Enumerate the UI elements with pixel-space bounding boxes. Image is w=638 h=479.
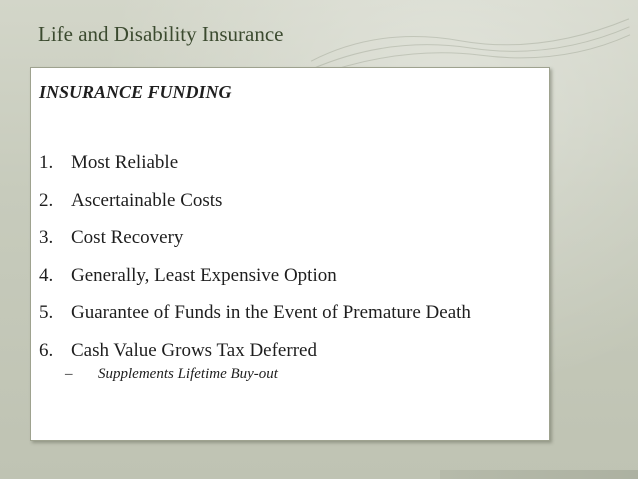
- list-item-text: Generally, Least Expensive Option: [71, 264, 337, 286]
- list-item-number: 2.: [39, 189, 54, 211]
- list-item-number: 5.: [39, 302, 54, 323]
- list-item-number: 1.: [39, 152, 54, 173]
- list-item-text: Most Reliable: [71, 152, 179, 173]
- list-item: [39, 152, 471, 190]
- list-item: [39, 227, 471, 265]
- numbered-list: [39, 152, 471, 377]
- list-item: [39, 265, 471, 303]
- list-item-number: 6.: [39, 339, 54, 361]
- content-panel: [30, 67, 550, 441]
- list-item-number: 3.: [39, 227, 54, 248]
- list-item-number: 4.: [39, 264, 54, 286]
- section-heading: INSURANCE FUNDING: [39, 82, 232, 102]
- list-item: [39, 190, 471, 228]
- list-item: [39, 302, 471, 340]
- list-item-text: Cost Recovery: [71, 227, 184, 248]
- dash-bullet-icon: –: [65, 366, 73, 382]
- corner-texture-decoration: [440, 470, 638, 479]
- list-item-text: Cash Value Grows Tax Deferred: [71, 339, 317, 361]
- list-item-text: Ascertainable Costs: [71, 189, 223, 211]
- list-item-text: Guarantee of Funds in the Event of Premature Death: [71, 302, 471, 323]
- sub-list-item-text: Supplements Lifetime Buy-out: [98, 366, 278, 382]
- sub-list-item: [65, 366, 278, 383]
- slide-header-title: Life and Disability Insurance: [38, 22, 284, 46]
